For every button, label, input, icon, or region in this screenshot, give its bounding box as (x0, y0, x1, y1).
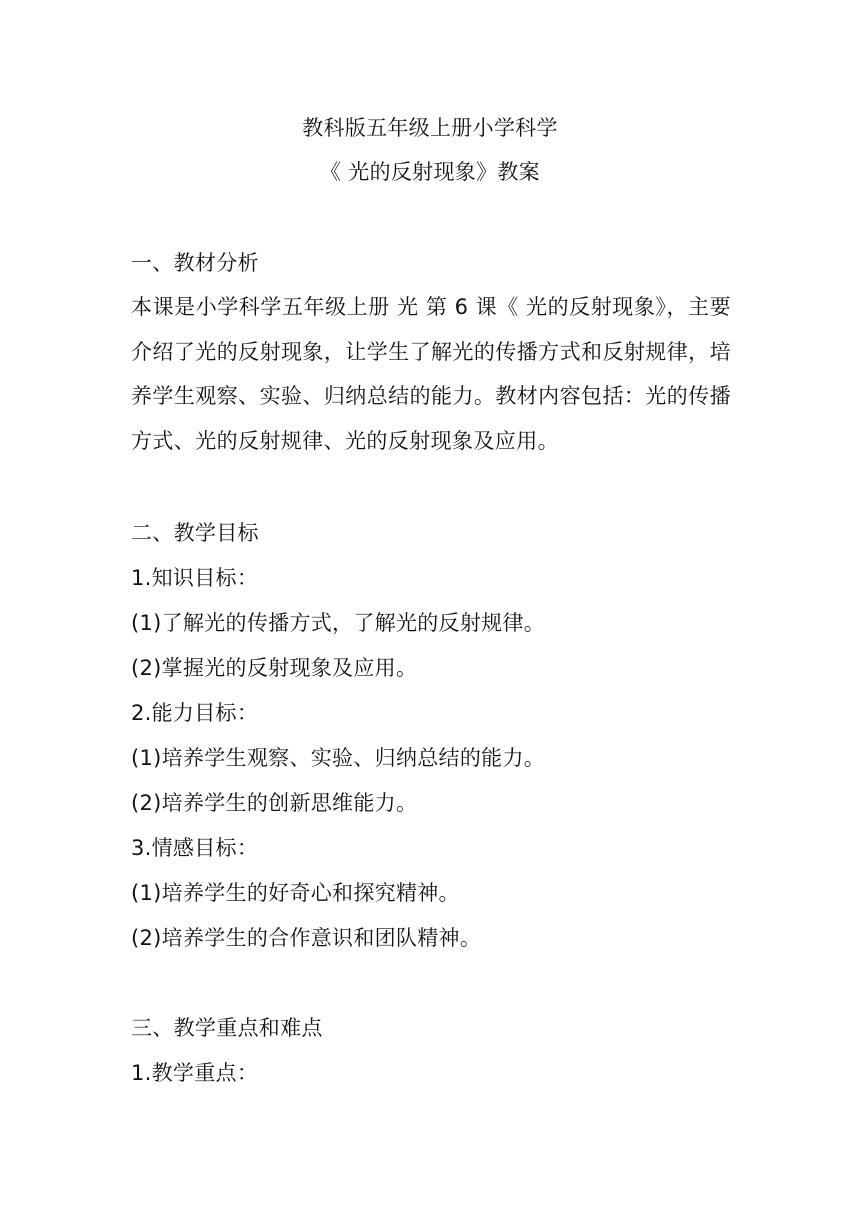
objective-line: (1)培养学生的好奇心和探究精神。 (131, 881, 460, 905)
analysis-paragraph: 本课是小学科学五年级上册 光 第 6 课《 光的反射现象》，主要介绍了光的反射现象，让学生了解光的传播方式和反射规律，培养学生观察、实验、归纳总结的能力。教材内容包括：光的传播方式、光的反射规律、光的反射现象及应用。 (131, 295, 731, 453)
document-title: 教科版五年级上册小学科学 (302, 116, 558, 140)
key-points-line: 1.教学重点： (131, 1061, 259, 1085)
objective-line: (2)培养学生的创新思维能力。 (131, 791, 418, 815)
objective-line: 1.知识目标： (131, 566, 259, 590)
section-heading-objectives: 二、教学目标 (131, 521, 259, 545)
objective-line: (2)培养学生的合作意识和团队精神。 (131, 926, 482, 950)
objective-line: 2.能力目标： (131, 701, 259, 725)
section-heading-key-points: 三、教学重点和难点 (131, 1016, 323, 1040)
objective-line: (1)了解光的传播方式，了解光的反射规律。 (131, 611, 546, 635)
objective-line: (1)培养学生观察、实验、归纳总结的能力。 (131, 746, 546, 770)
section-heading-analysis: 一、教材分析 (131, 251, 259, 275)
objective-line: (2)掌握光的反射现象及应用。 (131, 656, 418, 680)
document-subtitle: 《 光的反射现象》教案 (320, 160, 540, 184)
objective-line: 3.情感目标： (131, 836, 259, 860)
